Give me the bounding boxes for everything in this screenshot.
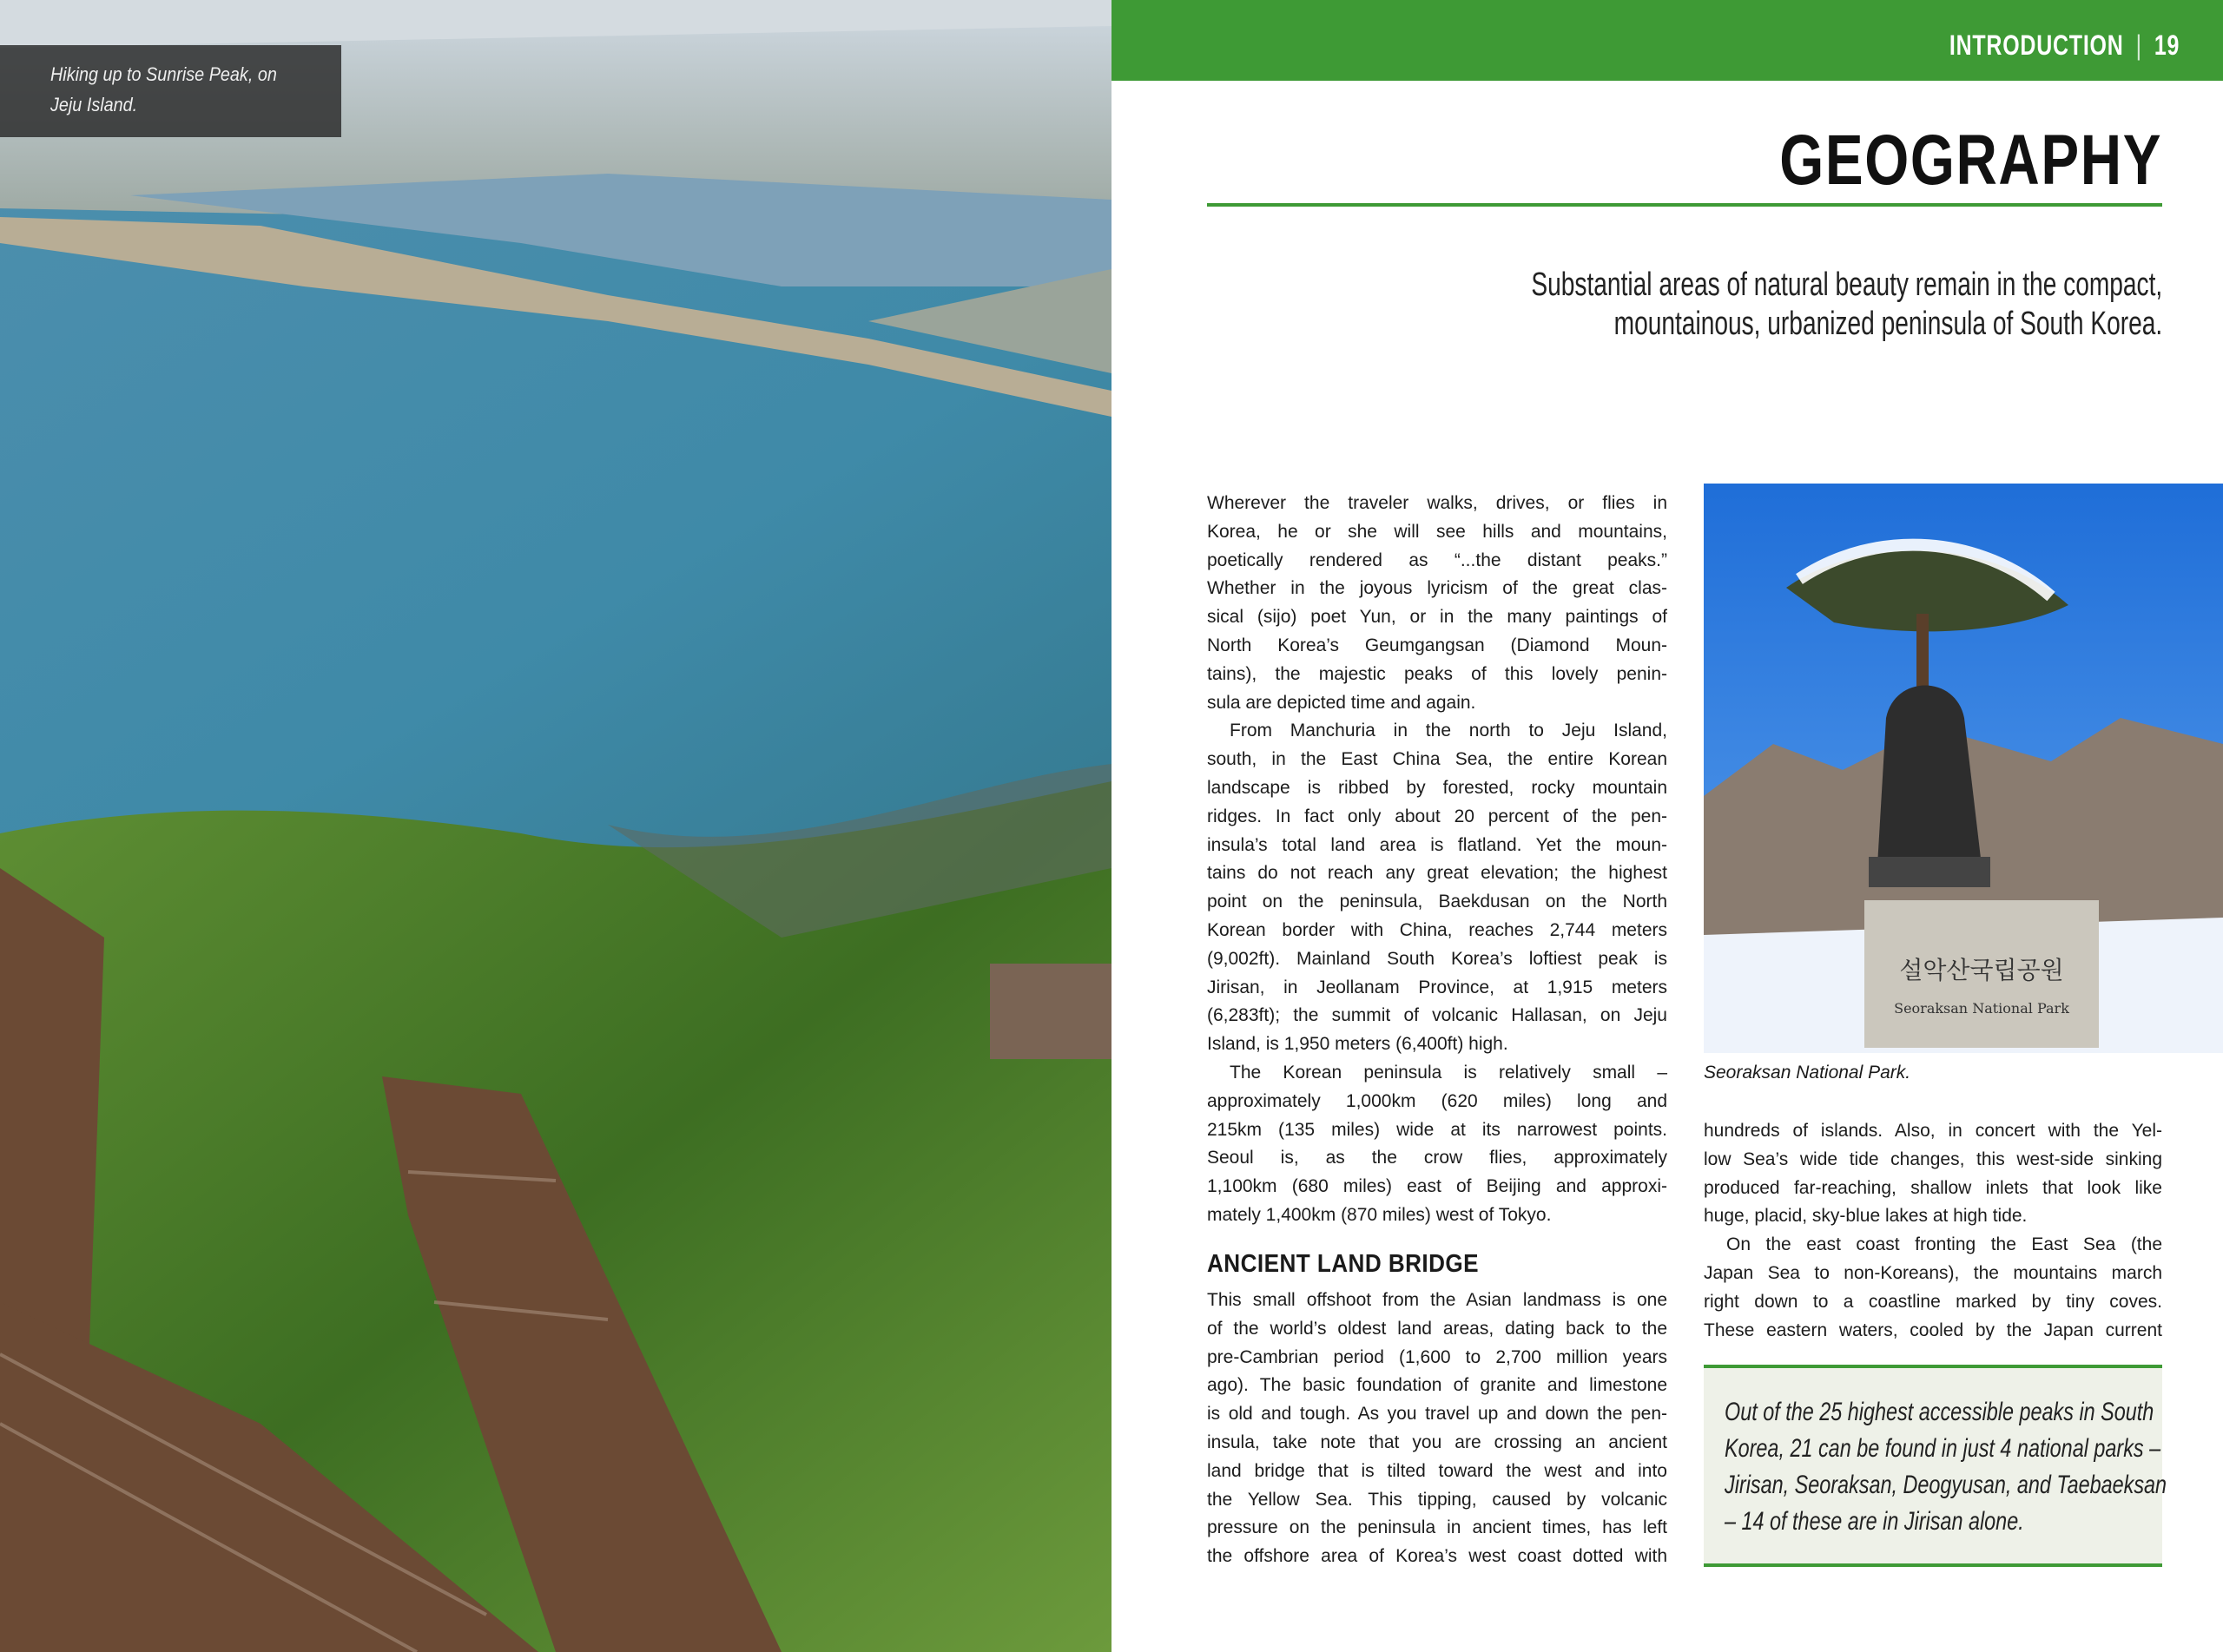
body-text-line: insula, take note that you are crossing an ancient <box>1207 1432 1667 1452</box>
separator: | <box>2135 30 2142 61</box>
callout-line: Korea, 21 can be found in just 4 national parks – <box>1725 1434 2161 1463</box>
body-column-1-continued <box>1207 1287 1667 1571</box>
body-text-line: From Manchuria in the north to Jeju Island, <box>1230 721 1667 741</box>
fact-callout-box <box>1704 1365 2167 1567</box>
body-text-line: point on the peninsula, Baekdusan on the North <box>1207 892 1667 912</box>
body-text-line: pre-Cambrian period (1,600 to 2,700 million years <box>1207 1346 1667 1367</box>
body-text-line: landscape is ribbed by forested, rocky mountain <box>1207 777 1667 798</box>
body-text-line: south, in the East China Sea, the entire Korean <box>1207 749 1667 770</box>
standfirst <box>1531 266 2162 344</box>
body-text-line: low Sea’s wide tide changes, this west-side sinking <box>1704 1149 2162 1169</box>
body-column-1 <box>1207 490 1667 1230</box>
body-text-line: of the world’s oldest land areas, dating back to the <box>1207 1318 1667 1339</box>
body-text-line: ridges. In fact only about 20 percent of the pen- <box>1207 806 1667 826</box>
sign-korean: 설악산국립공원 <box>1899 956 2064 984</box>
body-text-line: land bridge that is tilted toward the west and into <box>1207 1460 1667 1481</box>
body-text-line: Korean border with China, reaches 2,744 meters <box>1207 919 1667 940</box>
body-text-line: Island, is 1,950 meters (6,400ft) high. <box>1207 1034 1508 1055</box>
body-text-line: Whether in the joyous lyricism of the great clas- <box>1207 578 1667 599</box>
body-text-line: insula’s total land area is flatland. Yet the moun- <box>1207 834 1667 855</box>
title-rule <box>1207 203 2162 207</box>
body-text-line: mately 1,400km (870 miles) west of Tokyo. <box>1207 1204 1552 1225</box>
seoraksan-photo <box>1704 484 2223 1053</box>
callout-line: Jirisan, Seoraksan, Deogyusan, and Taebaeksan <box>1725 1471 2167 1499</box>
body-text-line: huge, placid, sky-blue lakes at high tide. <box>1704 1206 2028 1227</box>
body-text-line: Wherever the traveler walks, drives, or flies in <box>1207 493 1667 513</box>
body-text-line: (6,283ft); the summit of volcanic Hallasan, on Jeju <box>1207 1005 1667 1026</box>
body-text-line: the offshore area of Korea’s west coast dotted with <box>1207 1546 1667 1567</box>
page-number: 19 <box>2154 30 2180 61</box>
body-text-line: pressure on the peninsula in ancient times, has left <box>1207 1517 1667 1538</box>
caption-line: Jeju Island. <box>50 94 138 115</box>
body-text-line: ago). The basic foundation of granite and limestone <box>1207 1375 1667 1396</box>
standfirst-line: Substantial areas of natural beauty remain in the compact, <box>1531 267 2162 303</box>
body-column-2 <box>1704 1117 2162 1345</box>
caption-line: Hiking up to Sunrise Peak, on <box>50 63 277 85</box>
body-text-line: is old and tough. As you travel up and down the pen- <box>1207 1404 1667 1425</box>
photo-caption-seoraksan: Seoraksan National Park. <box>1704 1063 1911 1083</box>
body-text-line: Japan Sea to non-Koreans), the mountains march <box>1704 1262 2162 1283</box>
body-text-line: sula are depicted time and again. <box>1207 692 1476 713</box>
body-text-line: the Yellow Sea. This tipping, caused by volcanic <box>1207 1489 1667 1510</box>
callout-line: Out of the 25 highest accessible peaks in South <box>1725 1398 2154 1426</box>
body-text-line: Jirisan, in Jeollanam Province, at 1,915 meters <box>1207 977 1667 997</box>
callout-line: – 14 of these are in Jirisan alone. <box>1725 1507 2024 1536</box>
page-title: GEOGRAPHY <box>1779 121 2162 200</box>
body-text-line: right down to a coastline marked by tiny coves. <box>1704 1291 2162 1312</box>
running-head <box>1949 30 2180 62</box>
sign-english: Seoraksan National Park <box>1894 1000 2069 1017</box>
body-text-line: tains do not reach any great elevation; the highest <box>1207 863 1667 884</box>
body-text-line: produced far-reaching, shallow inlets that look like <box>1704 1177 2162 1198</box>
body-text-line: 215km (135 miles) wide at its narrowest points. <box>1207 1119 1667 1140</box>
body-text-line: Korea, he or she will see hills and mountains, <box>1207 521 1667 542</box>
body-text-line: sical (sijo) poet Yun, or in the many paintings of <box>1207 607 1667 628</box>
subheading: ANCIENT LAND BRIDGE <box>1207 1250 1480 1278</box>
standfirst-line: mountainous, urbanized peninsula of South Korea. <box>1613 306 2162 342</box>
body-text-line: hundreds of islands. Also, in concert with the Yel- <box>1704 1121 2162 1141</box>
body-text-line: This small offshoot from the Asian landmass is one <box>1207 1290 1667 1310</box>
body-text-line: The Korean peninsula is relatively small – <box>1230 1062 1667 1083</box>
running-header-bar <box>1112 0 2223 81</box>
body-text-line: 1,100km (680 miles) east of Beijing and approxi- <box>1207 1176 1667 1197</box>
body-text-line: poetically rendered as “...the distant peaks.” <box>1207 550 1667 570</box>
body-text-line: On the east coast fronting the East Sea (the <box>1726 1234 2162 1255</box>
body-text-line: tains), the majestic peaks of this lovely penin- <box>1207 663 1667 684</box>
section-name: INTRODUCTION <box>1949 30 2124 61</box>
body-text-line: (9,002ft). Mainland South Korea’s loftiest peak is <box>1207 948 1667 969</box>
body-text-line: North Korea’s Geumgangsan (Diamond Moun- <box>1207 635 1667 655</box>
photo-caption <box>0 45 341 137</box>
body-text-line: These eastern waters, cooled by the Japan current <box>1704 1320 2162 1340</box>
body-text-line: Seoul is, as the crow flies, approximately <box>1207 1148 1667 1168</box>
body-text-line: approximately 1,000km (620 miles) long and <box>1207 1090 1667 1111</box>
